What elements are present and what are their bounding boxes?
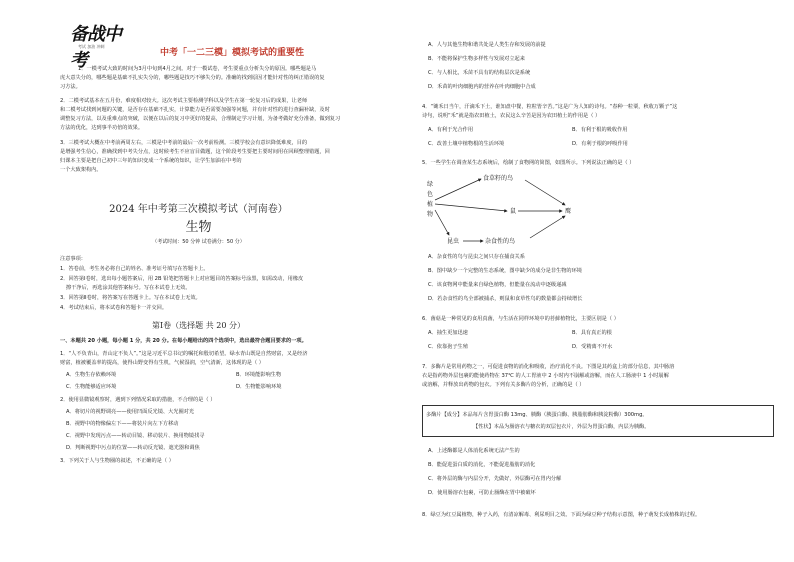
question-stem: 财富，植被覆盖率的提高，使得山野变得有生机，气候湿润，空气清新，这体现的是（ ） (60, 360, 264, 366)
option: B．环境能影响生物 (236, 372, 282, 378)
food-web-diagram (425, 170, 605, 250)
option: B．有利于根的吸收作用 (572, 127, 628, 133)
intro-line: 和二模考试找到问题的关键，是否存在基础不扎实，计算能力是否需要加强等问题，并有针对性的进行查漏补缺，及时 (60, 107, 330, 113)
note-line: 4．考试结束后，将本试卷和答题卡一并交回。 (60, 305, 168, 311)
logo-subtext: 考试 加油 冲刺 (78, 44, 105, 49)
note-line: 1．答卷前，考生务必将自己的姓名、准考证号填写在答题卡上。 (60, 266, 209, 272)
option: C．视野中发现污点——转动目镜、移动装片、换用物镜找寻 (66, 433, 205, 439)
note-line: 2．回答第Ⅰ卷时，选出每小题答案后，用 2B 铅笔把答题卡上对应题目的答案标号涂黑，如需改动，用橡皮 (60, 276, 304, 282)
option: D．禾苗的叶肉细胞内的营养在叶肉细胞中合成 (428, 84, 536, 90)
intro-line: 一个大致架构内。 (60, 167, 102, 173)
arrow (525, 180, 565, 205)
intro-line: 方法的优化，达到事半功倍的效果。 (60, 125, 144, 131)
option: A．将切片的视野调亮——使用凹面反光镜、大光圈对光 (66, 409, 195, 415)
question-stem: 5．一些学生在调查某生态系统后，绘制了食物网的简图，如图所示。下列说法正确的是（ ） (422, 160, 635, 166)
option: B．能促进蛋白质的消化，不能促进脂肪的消化 (428, 462, 536, 468)
question-stem: 或溶解，并释放出药物的包衣。下列有关多酶片的分析，正确的是（ ） (422, 382, 585, 388)
node-herbivore-bird: 食草籽的鸟 (483, 175, 514, 182)
option: C．将外层的酶与内层分开，先做好，外层酶可在胃内分解 (428, 476, 562, 482)
option: C．依靠孢子生殖 (428, 344, 468, 350)
exam-title: 2024 年中考第三次模拟考试（河南卷） (109, 204, 288, 215)
subject-title: 生物 (185, 220, 212, 235)
medicine-info-box (422, 405, 774, 437)
arrow (435, 210, 449, 235)
right-page (397, 0, 794, 562)
arrow (435, 204, 507, 211)
intro-line: 2．二模考试基本在五月份，难度相对较大。这次考试主要检测学科以及学生在第一轮复习后的成果，让老师 (60, 98, 308, 104)
medicine-properties: 【性状】本品为肠溶衣与糖衣的双层包衣片，外层为胃蛋白酶，内层为胰酶。 (473, 424, 650, 430)
option: D．有利于根的呼吸作用 (572, 141, 628, 147)
logo (70, 20, 132, 71)
option: A．生物生存依赖环境 (66, 372, 117, 378)
intro-line: 3．三模考试大概在中考前两周左右，三模是中考前的最后一次考前检测。三模学校会有意识降低难度，目的 (60, 140, 308, 146)
logo-text: 备战中考 (70, 24, 121, 71)
question-stem: 7．多酶片是常用药物之一，可促进食物的消化和吸收，治疗消化不良。下图是其药盒上的部分信息，其中肠溶 (422, 364, 675, 370)
question-stem: 8．绿豆为红豆属植物，种子入药，有清凉解毒、利尿明目之效。下面为绿豆种子结构示意图，种子萌发长成植株的过程。 (422, 512, 701, 518)
intro-line: 归课本主要是把自己初中三年的知识变成一个系统的知识，让学生加油在中考的 (60, 158, 242, 164)
option: B．图中缺少一个完整的生态系统，图中缺少的成分是非生物的环境 (428, 268, 582, 274)
arrow (530, 216, 565, 238)
option: A．上述酶都是人体消化系统无法产生的 (428, 448, 520, 454)
note-line: 擦干净后，再选涂其他答案标号。写在本试卷上无效。 (66, 285, 191, 291)
option: D．使用肠溶衣包裹，可防止肠酶在胃中被破坏 (428, 490, 536, 496)
label-green-plants-char: 物 (427, 211, 434, 218)
notes-title: 注意事项： (60, 256, 86, 262)
option: C．改善土壤中植物根的生活环境 (428, 141, 505, 147)
intro-line: 是增强考生信心，准确找到中考失分点，这时候考生不应盲目做题，这个阶段考生要把主要时间用在回顾整理错题，回 (60, 149, 330, 155)
node-omnivore-bird: 杂食性的鸟 (485, 238, 516, 245)
option: B．视野中的物像偏左下——将装片向左下方移动 (66, 421, 179, 427)
note-line: 3．回答第Ⅱ卷时，将答案写在答题卡上。写在本试卷上无效。 (60, 295, 201, 301)
label-green-plants-char: 绿 (427, 181, 434, 188)
question-stem: 4．“锄禾日当午，汗滴禾下土，谁知盘中餐，粒粒皆辛苦。”这是广为人知的诗句。“春种一粒粟，秋收万颗子”这 (422, 104, 678, 110)
option: B．不能将保护生物多样性与发展对立起来 (428, 56, 525, 62)
option: B．具有真正的根 (572, 330, 612, 336)
part1-instruction: 一、本题共 20 小题，每小题 1 分，共 20 分。在每小题给出的四个选项中，选出最符合题目要求的一项。 (60, 338, 307, 344)
option: A．抽生更加迅速 (428, 330, 468, 336)
question-stem: 2．使用显微镜观察时，遇到下列情况采取的措施，不合理的是（ ） (60, 397, 216, 403)
option: C．与人相比，禾苗不具有的结构层次是系统 (428, 70, 531, 76)
option: C．生物能够适应环境 (66, 384, 117, 390)
option: D．若杂食性的鸟全部被捕杀，则鼠和食草性鸟的数量都会持续增长 (428, 296, 583, 302)
question-stem: 诗句，说明“禾”就是指农田植土，农民这么辛苦是因为农田植土的作用是（ ） (422, 113, 601, 119)
arrow (435, 179, 481, 200)
question-stem: 6．菌菇是一种常见的食用真菌，与生活在同样环境中的苔藓植物比，主要区别是（ ） (422, 316, 619, 322)
option: D．生物能影响环境 (236, 384, 282, 390)
exam-info: （考试时间：50 分钟 试卷满分：50 分） (152, 239, 245, 245)
option: D．受精离不开水 (572, 344, 613, 350)
medicine-ingredients: 多酶片【成分】本品每片含胃蛋白酶 13mg、胰酶（胰蛋白酶、胰脂肪酶和胰淀粉酶）300mg。 (426, 412, 648, 418)
node-insect: 昆虫 (447, 238, 460, 245)
node-mouse: 鼠 (510, 208, 517, 215)
node-eagle: 鹰 (565, 208, 572, 215)
intro-line: 习方法。 (60, 84, 81, 90)
option: A．有利于光合作用 (428, 127, 474, 133)
question-stem: 1．“人不负青山，青山定不负人”。”这是习近平总书记的嘱托和殷切希望。绿水青山既是自然财富，又是经济 (60, 351, 308, 357)
intro-line: 1．一模考试大致的时间为3月中旬到4月之间。对于一模试卷，考生要重点分析失分的原因。哪些题是马 (78, 66, 317, 72)
question-stem: 3．下列关于人与生物圈的叙述，不正确的是（ ） (60, 458, 174, 464)
option: A．人与其他生物和谐共处是人类生存和发展的前提 (428, 42, 546, 48)
headline: 中考「一二三模」模拟考试的重要性 (160, 48, 305, 58)
part1-title: 第Ⅰ卷（选择题 共 20 分） (152, 321, 245, 330)
option: A．杂食性的鸟与昆虫之间只存在捕食关系 (428, 254, 525, 260)
intro-line: 虎大意失分的，哪些题是基础不扎实失分的，哪些题是技巧不够失分的。准确的找到原因才能针对性的纠正错误的复 (60, 75, 325, 81)
label-green-plants-char: 色 (427, 191, 434, 198)
question-stem: 衣是指药物外层包裹的能使药物在 37℃ 的人工胃液中 2 小时内不崩解或溶解，而在人工肠液中 1 小时崩解 (422, 373, 669, 379)
option: C．该食物网中能量来自绿色植物，但能量在流动中逐级递减 (428, 282, 567, 288)
label-green-plants-char: 植 (427, 201, 434, 208)
intro-line: 调整复习方法，以及重难点的突破，以便在以后的复习中更好的提高，合理制定学习计划，为备考做好充分准备，做到复习 (60, 116, 341, 122)
option: D．判断视野中污点的位置——转动反光镜、遮光器和调焦 (66, 445, 200, 451)
